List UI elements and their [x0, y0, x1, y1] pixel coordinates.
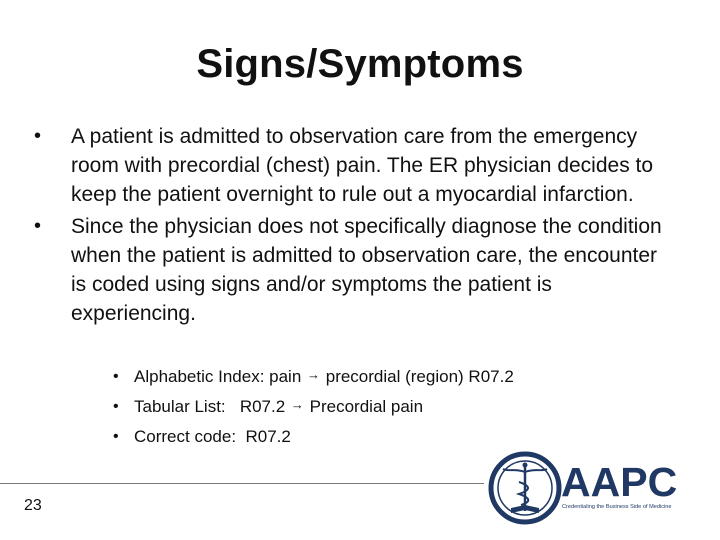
- logo-wordmark: AAPC: [561, 459, 678, 505]
- sub-bullet-glyph: •: [113, 368, 119, 385]
- bullet-text: Since the physician does not specifically diagnose the condition when the patient is admitted to observation care, the encounter is coded using signs and/or symptoms the patient is experiencing.: [71, 215, 662, 325]
- bullet-item: [34, 122, 674, 209]
- slide-title: Signs/Symptoms: [196, 42, 524, 86]
- bullet-text: A patient is admitted to observation care from the emergency room with precordial (chest) pain. The ER physician decides to keep the patient overnight to rule out a myocardial infarction.: [71, 125, 654, 206]
- sub-bullet-text: Correct code: R07.2: [134, 427, 291, 446]
- bullet-list: [34, 122, 674, 331]
- bullet-glyph: •: [34, 215, 42, 237]
- sub-bullet-glyph: •: [113, 428, 119, 445]
- bullet-item: [34, 212, 674, 328]
- logo-tagline: Credentialing the Business Side of Medicine: [562, 504, 672, 510]
- aapc-logo: [485, 448, 695, 528]
- sub-bullet-item: [113, 392, 673, 422]
- arrow-icon: →: [290, 397, 304, 412]
- sub-bullet-item: [113, 422, 673, 451]
- page-number: 23: [24, 497, 42, 514]
- bullet-glyph: •: [34, 125, 42, 147]
- footer-divider: [0, 483, 484, 484]
- sub-bullet-text: Alphabetic Index: pain: [134, 367, 307, 386]
- sub-bullet-list: [113, 362, 673, 451]
- arrow-icon: →: [307, 367, 321, 382]
- sub-bullet-text: precordial (region) R07.2: [321, 367, 514, 386]
- sub-bullet-glyph: •: [113, 398, 119, 415]
- sub-bullet-text: Tabular List: R07.2: [134, 397, 290, 416]
- sub-bullet-item: [113, 362, 673, 392]
- sub-bullet-text: Precordial pain: [304, 397, 424, 416]
